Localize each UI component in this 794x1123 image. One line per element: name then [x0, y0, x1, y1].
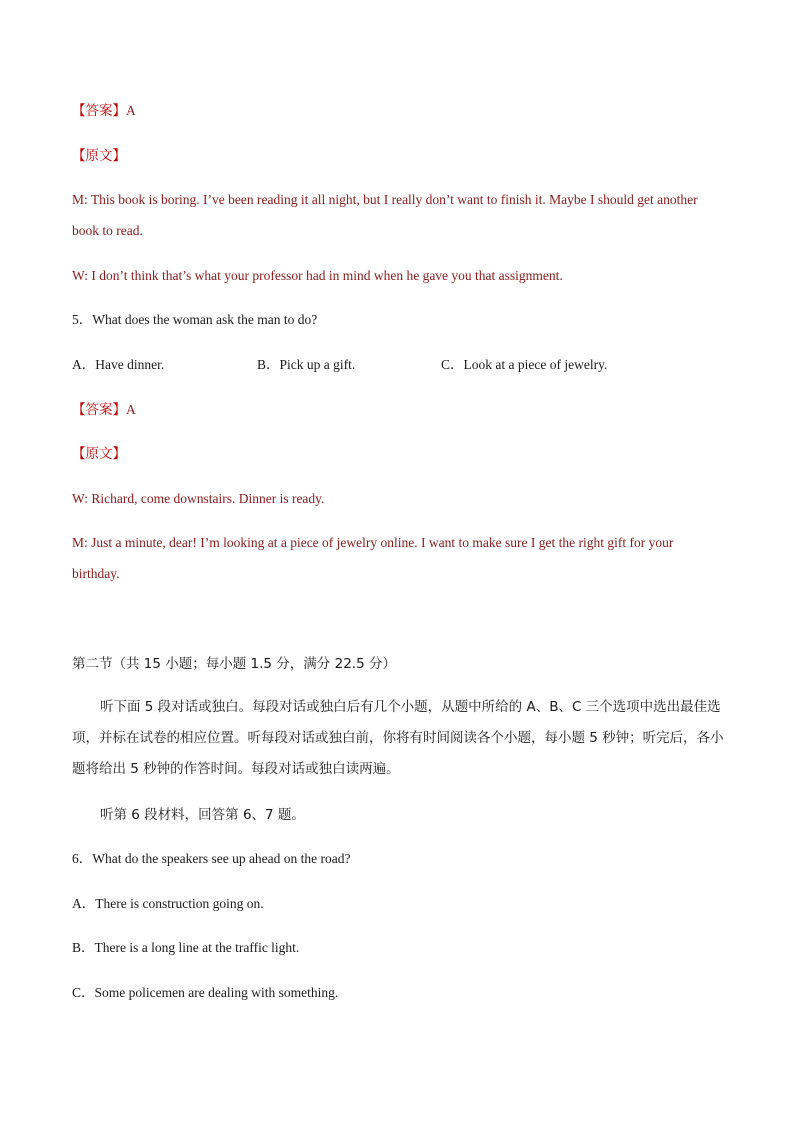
- material-6-intro: 听第 6 段材料，回答第 6、7 题。: [100, 807, 305, 823]
- answer-line-1: [72, 102, 136, 120]
- answer-label: 【答案】: [72, 103, 126, 119]
- q6-option-a: A．There is construction going on.: [72, 896, 264, 911]
- question-6: 6．What do the speakers see up ahead on the road?: [72, 851, 351, 866]
- transcript-m-line-1: M: This book is boring. I’ve been reading it all night, but I really don’t want to finish it. Maybe I should get another book to read.: [72, 192, 698, 238]
- q5-option-c: C．Look at a piece of jewelry.: [441, 357, 608, 372]
- section-heading: 第二节（共 15 小题；每小题 1.5 分，满分 22.5 分）: [72, 656, 396, 672]
- answer-value: A: [126, 402, 136, 417]
- answer-label: 【答案】: [72, 402, 126, 418]
- question-5: 5．What does the woman ask the man to do?: [72, 312, 318, 327]
- source-label: 【原文】: [72, 148, 126, 164]
- answer-line-2: [72, 401, 136, 419]
- transcript-w-line-2: W: Richard, come downstairs. Dinner is ready.: [72, 491, 325, 506]
- q5-option-a: A．Have dinner.: [72, 357, 165, 372]
- source-label-2: [72, 445, 126, 463]
- source-label-1: [72, 147, 126, 165]
- q5-option-b: B．Pick up a gift.: [257, 357, 356, 372]
- section-instructions: 听下面 5 段对话或独白。每段对话或独白后有几个小题，从题中所给的 A、B、C 三个选项中选出最佳选项，并标在试卷的相应位置。听每段对话或独白前，你将有时间阅读各个小题，每小题 5 秒钟；听完后，各小题将给出 5 秒钟的作答时间。每段对话或独白读两遍。: [72, 699, 724, 777]
- source-label: 【原文】: [72, 446, 126, 462]
- q6-option-c: C．Some policemen are dealing with something.: [72, 985, 339, 1000]
- answer-value: A: [126, 103, 136, 118]
- transcript-w-line-1: W: I don’t think that’s what your professor had in mind when he gave you that assignment.: [72, 268, 563, 283]
- q6-option-b: B．There is a long line at the traffic light.: [72, 940, 300, 955]
- transcript-m-line-2: M: Just a minute, dear! I’m looking at a piece of jewelry online. I want to make sure I get the right gift for your birthday.: [72, 535, 674, 581]
